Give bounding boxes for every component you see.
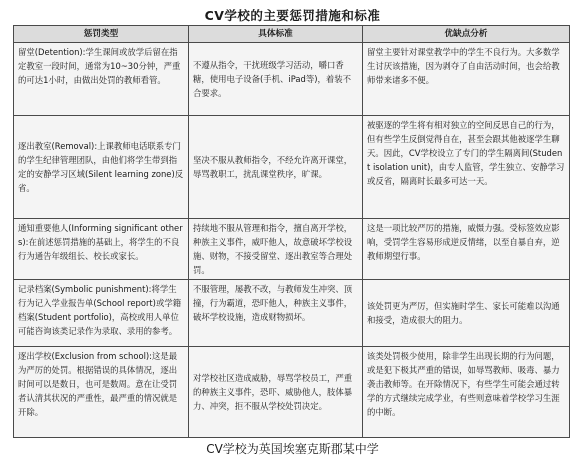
cell-analysis: 被驱逐的学生将有相对独立的空间反思自己的行为，但有些学生反倒觉得自在，甚至会跟其他被逐学生聊天。因此，CV学校设立了专门的学生隔离间(Student isolation unit)，由专人监管，学生独立、安静学习或反省，隔离时长最多可达一天。 <box>363 116 570 219</box>
header-criteria: 具体标准 <box>189 26 363 43</box>
cell-analysis: 该处罚更为严厉，但实施时学生、家长可能难以沟通和接受，造成很大的阻力。 <box>363 280 570 347</box>
cell-punishment-type: 留堂(Detention):学生课间或放学后留在指定教室一段时间，通常为10~30分钟，严重的可达1小时，由做出处罚的教师看管。 <box>14 43 189 116</box>
punishment-table <box>13 25 570 438</box>
cell-analysis: 这是一项比较严厉的措施，威慑力强。受标签效应影响，受罚学生容易形成逆反情绪，以至自暴自弃，逆教师期望行事。 <box>363 219 570 280</box>
cell-analysis: 该类处罚极少使用，除非学生出现长期的行为问题，或是犯下极其严重的错误，如辱骂教师、吸毒、暴力袭击教师等。在开除情况下，有些学生可能会通过转学的方式继续完成学业，有些则意味着学校学习生涯的中断。 <box>363 347 570 438</box>
cell-punishment-type: 记录档案(Symbolic punishment):将学生行为记入学业报告单(School report)或学籍档案(Student portfolio)，高校或用人单位可能咨询该类记录作为录取、录用的参考。 <box>14 280 189 347</box>
table-row <box>14 116 570 219</box>
cell-punishment-type: 通知重要他人(Informing significant others):在前述惩罚措施的基础上，将学生的不良行为通告年级组长、校长或家长。 <box>14 219 189 280</box>
header-punishment-type: 惩罚类型 <box>14 26 189 43</box>
table-row <box>14 280 570 347</box>
table-row <box>14 219 570 280</box>
cell-criteria: 持续地不服从管理和指令，擅自离开学校，种族主义事件，威吓他人，故意破坏学校设施、财物，不接受留堂、逐出教室等合理处罚。 <box>189 219 363 280</box>
image-caption: CV学校为英国埃塞克斯郡某中学 <box>206 442 379 456</box>
cell-criteria: 不遵从指令，干扰班级学习活动，嚼口香糖，使用电子设备(手机、iPad等)，着装不合要求。 <box>189 43 363 116</box>
header-analysis: 优缺点分析 <box>363 26 570 43</box>
table-row <box>14 347 570 438</box>
cell-analysis: 留堂主要针对课堂教学中的学生不良行为。大多数学生讨厌该措施，因为剥夺了自由活动时间，也会给教师带来诸多不便。 <box>363 43 570 116</box>
document-title: CV学校的主要惩罚措施和标准 <box>204 8 381 23</box>
table-row <box>14 43 570 116</box>
cell-criteria: 对学校社区造成威胁，辱骂学校员工，严重的种族主义事件，恐吓、威胁他人，肢体暴力、冲突，拒不服从学校处罚决定。 <box>189 347 363 438</box>
cell-criteria: 坚决不服从教师指令，不经允许离开课堂，辱骂教职工，扰乱课堂秩序，旷课。 <box>189 116 363 219</box>
cell-punishment-type: 逐出学校(Exclusion from school):这是最为严厉的处罚。根据错误的具体情况，逐出时间可以是数日，也可是数周。意在让受罚者认清其状况的严重性，最严重的情况就是开除。 <box>14 347 189 438</box>
cell-punishment-type: 逐出教室(Removal):上课教师电话联系专门的学生纪律管理团队，由他们将学生带到指定的安静学习区域(Silent learning zone)反省。 <box>14 116 189 219</box>
cell-criteria: 不服管理，屡教不改，与教师发生冲突、顶撞，行为霸道，恐吓他人，种族主义事件，破坏学校设施，造成财物损坏。 <box>189 280 363 347</box>
table-header-row <box>14 26 570 43</box>
